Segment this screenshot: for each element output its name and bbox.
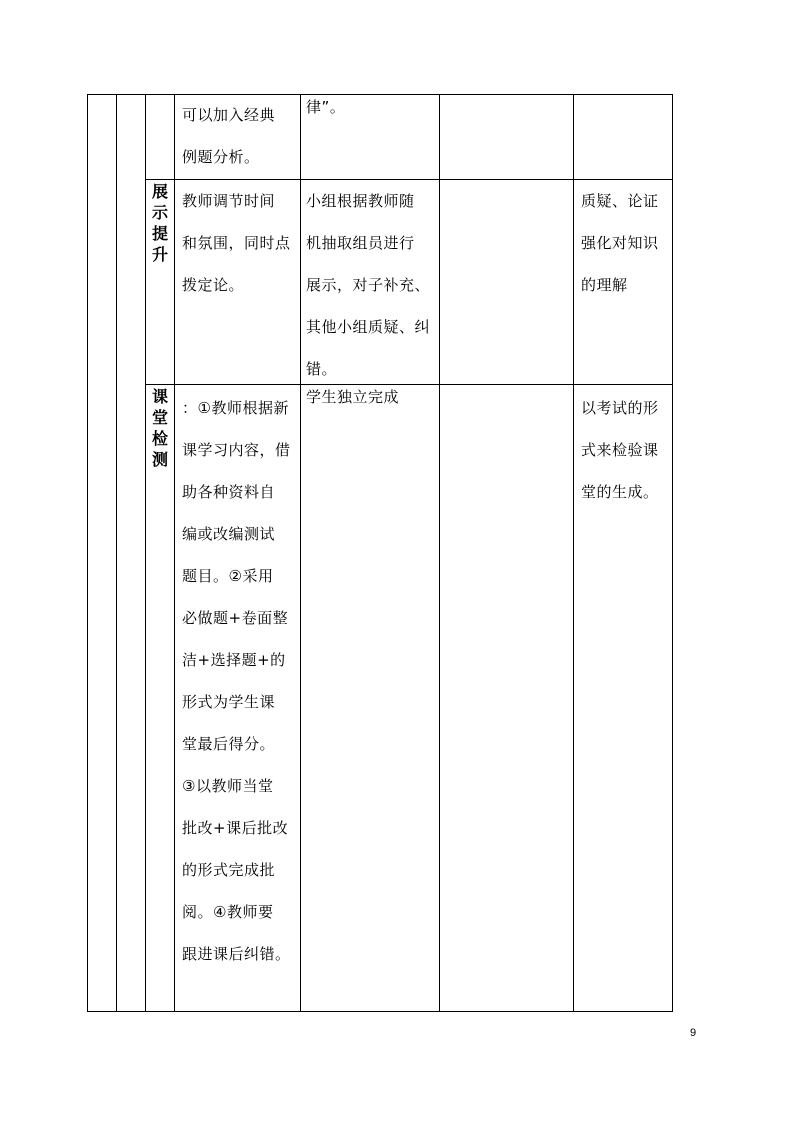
student-activity-cell: 律”。 [306,98,346,116]
page-number: 9 [690,1027,697,1039]
stage-label: 课 堂 检 测 [151,387,168,469]
student-activity-cell: 小组根据教师随 机抽取组员进行 展示，对子补充、 其他小组质疑、纠 错。 [306,192,431,378]
column-divider [174,94,175,1012]
column-divider [573,94,574,1012]
column-divider [116,94,117,1012]
design-purpose-cell: 质疑、论证 强化对知识 的理解 [581,192,659,294]
teacher-activity-cell: 可以加入经典 例题分析。 [182,106,276,166]
student-activity-cell: 学生独立完成 [306,388,400,406]
stage-label: 展 示 提 升 [151,182,168,264]
design-purpose-cell: 以考试的形 式来检验课 堂的生成。 [581,399,659,501]
teacher-activity-cell: 教师调节时间 和氛围，同时点 拨定论。 [182,192,291,294]
column-divider [145,94,146,1012]
table-right-border [672,94,673,1012]
table-left-border [87,94,88,1012]
column-divider [300,94,301,1012]
column-divider [439,94,440,1012]
teacher-activity-cell: ：①教师根据新 课学习内容，借 助各种资料自 编或改编测试 题目。②采用 必做题+卷面整 洁+选择题+的 形式为学生课 堂最后得分。 ③以教师当堂 批改+课后批改 的形式完成批 阅。④教师要 跟进课后纠错。 [182,399,291,963]
